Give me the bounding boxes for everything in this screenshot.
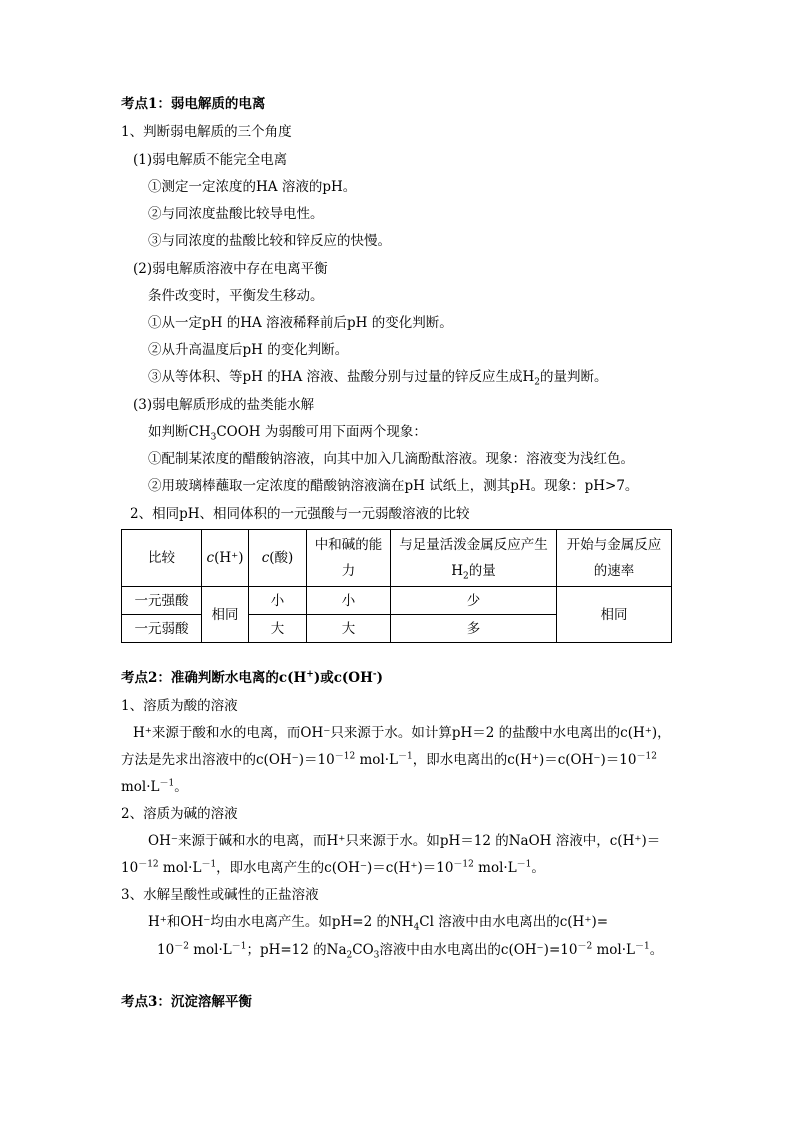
- table-cell: 少: [391, 587, 557, 615]
- angle-1-item-2: ②与同浓度盐酸比较导电性。: [148, 206, 324, 222]
- base-solution-line-1: OH⁻来源于碱和水的电离，而H⁺只来源于水。如pH＝12 的NaOH 溶液中，c(H⁺)＝: [148, 833, 661, 849]
- base-solution-heading: 2、溶质为碱的溶液: [121, 806, 238, 822]
- base-solution-line-2: $10^{-12}$ $mol\cdot L^{-1}$，即水电离产生的$c(OH^-)=c(H^+)=10^{-12}$ $mol\cdot L^{-1}$。: [121, 859, 545, 876]
- acid-solution-line-1: H⁺来源于酸和水的电离，而OH⁻只来源于水。如计算pH＝2 的盐酸中水电离出的c(H⁺)，: [133, 725, 671, 741]
- angle-3-item-1: ①配制某浓度的醋酸钠溶液，向其中加入几滴酚酞溶液。现象：溶液变为浅红色。: [148, 451, 634, 467]
- angle-3-intro: 如判断$CH_3COOH$ 为弱酸可用下面两个现象：: [148, 424, 427, 443]
- section-3-title: 考点3：沉淀溶解平衡: [121, 994, 252, 1010]
- table-cell-same-rate: 相同: [557, 587, 672, 643]
- section-2-title: 考点2：准确判断水电离的c(H+)或c(OH-): [121, 669, 383, 686]
- table-row-weak-label: 一元弱酸: [122, 615, 202, 643]
- table-row-strong-label: 一元强酸: [122, 587, 202, 615]
- table-cell-same-ch: 相同: [202, 587, 249, 643]
- point-2-heading: 2、相同pH、相同体积的一元强酸与一元弱酸溶液的比较: [130, 506, 470, 522]
- angle-1-item-3: ③与同浓度的盐酸比较和锌反应的快慢。: [148, 233, 391, 249]
- angle-2-item-1: ①从一定pH 的HA 溶液稀释前后pH 的变化判断。: [148, 315, 453, 331]
- comparison-table: [121, 529, 672, 643]
- table-cell: 大: [307, 615, 391, 643]
- table-cell: 小: [307, 587, 391, 615]
- salt-solution-line-1: H⁺和OH⁻均由水电离产生。如pH=2 的$NH_4Cl$ 溶液中由水电离出的c(H⁺)=: [148, 914, 609, 933]
- table-header-ch: c(H⁺): [202, 530, 249, 587]
- acid-solution-line-3: $mol\cdot L^{-1}$。: [121, 778, 188, 795]
- point-1-heading: 1、判断弱电解质的三个角度: [121, 124, 292, 140]
- angle-2-intro: 条件改变时，平衡发生移动。: [148, 288, 324, 304]
- salt-solution-heading: 3、水解呈酸性或碱性的正盐溶液: [121, 887, 319, 903]
- angle-2-heading: (2)弱电解质溶液中存在电离平衡: [133, 261, 328, 277]
- angle-3-heading: (3)弱电解质形成的盐类能水解: [133, 397, 315, 413]
- table-cell: 多: [391, 615, 557, 643]
- salt-solution-line-2: $10^{-2}$ $mol\cdot L^{-1}$；pH=12 的$Na_2CO_3$溶液中由水电离出的$c(OH^-)=10^{-2}$ $mol\cdot L^{-1}$。: [157, 941, 664, 961]
- angle-1-item-1: ①测定一定浓度的HA 溶液的pH。: [148, 179, 357, 195]
- table-header-neutralize: 中和碱的能 力: [307, 530, 391, 587]
- angle-2-item-2: ②从升高温度后pH 的变化判断。: [148, 342, 349, 358]
- section-1-title: 考点1：弱电解质的电离: [121, 96, 266, 112]
- acid-solution-heading: 1、溶质为酸的溶液: [121, 698, 238, 714]
- acid-solution-line-2: 方法是先求出溶液中的$c(OH^-)=10^{-12}$ $mol\cdot L^{-1}$，即水电离出的$c(H^+)=c(OH^-)=10^{-12}$: [121, 751, 657, 768]
- angle-2-item-3: ③从等体积、等pH 的HA 溶液、盐酸分别与过量的锌反应生成$H_2$的量判断。: [148, 369, 608, 388]
- table-cell: 大: [249, 615, 307, 643]
- table-header-rate: 开始与金属反应 的速率: [557, 530, 672, 587]
- table-cell: 小: [249, 587, 307, 615]
- table-header-cacid: c(酸): [249, 530, 307, 587]
- angle-3-item-2: ②用玻璃棒蘸取一定浓度的醋酸钠溶液滴在pH 试纸上，测其pH。现象：pH>7。: [148, 478, 639, 494]
- table-header-h2-amount: 与足量活泼金属反应产生 $H_2$的量: [391, 530, 557, 587]
- angle-1-heading: (1)弱电解质不能完全电离: [133, 152, 288, 168]
- table-header-compare: 比较: [122, 530, 202, 587]
